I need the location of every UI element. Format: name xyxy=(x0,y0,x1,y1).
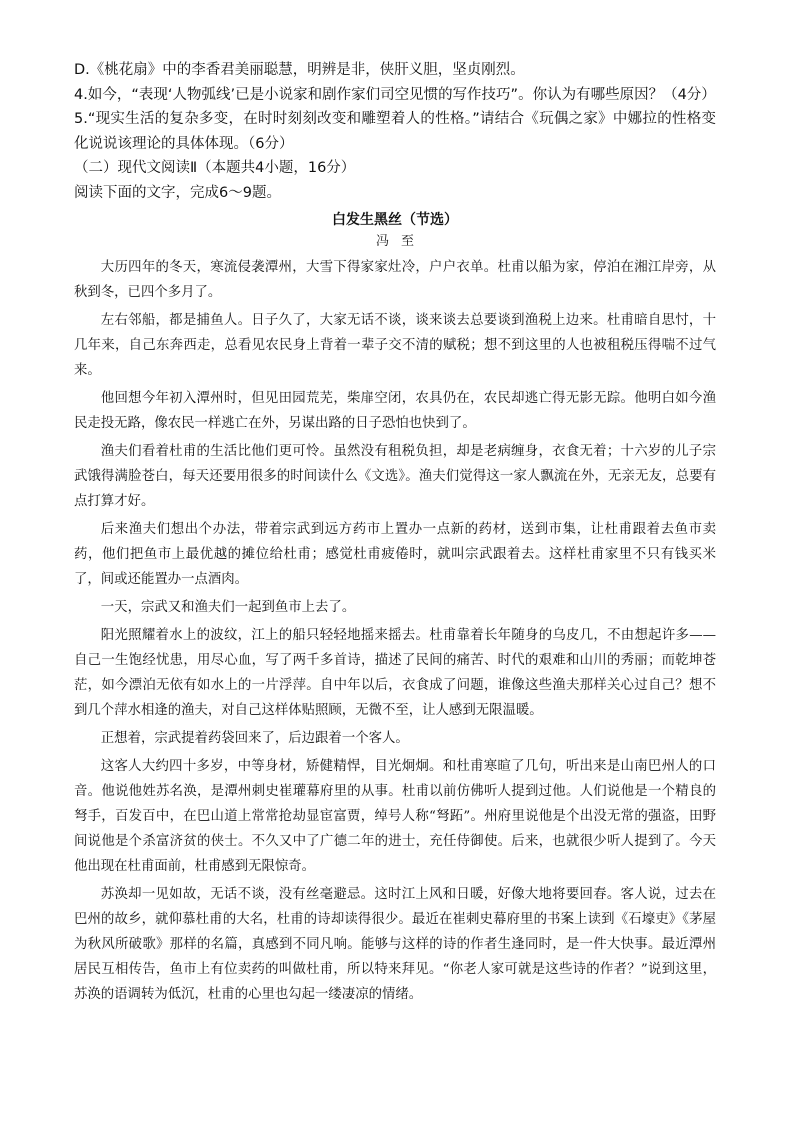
article-paragraph: 一天，宗武又和渔夫们一起到鱼市上去了。 xyxy=(100,600,356,615)
reading-instruction: 阅读下面的文字，完成6～9题。 xyxy=(74,184,281,201)
section-heading: （二）现代文阅读Ⅱ（本题共4小题，16分） xyxy=(74,160,356,176)
article-paragraph: 正想着，宗武提着药袋回来了，后边跟着一个客人。 xyxy=(100,731,409,746)
article-title: 白发生黑丝（节选） xyxy=(332,212,458,228)
article-paragraph: 他回想今年初入潭州时，但见田园荒芜，柴扉空闭，农具仍在，农民却逃亡得无影无踪。他明白如今渔民走投无路，像农民一样逃亡在外，另谋出路的日子恐怕也快到了。 xyxy=(74,391,716,431)
article-paragraph: 苏涣却一见如故，无话不谈，没有丝毫避忌。这时江上风和日暖，好像大地将要回春。客人说，过去在巴州的故乡，就仰慕杜甫的大名，杜甫的诗却读得很少。最近在崔刺史幕府里的书案上读到《石壕吏》《茅屋为秋风所破歌》那样的名篇，真感到不同凡响。能够与这样的诗的作者生逢同时，是一件大快事。最近潭州居民互相传告，鱼市上有位卖药的叫做杜甫，所以特来拜见。“你老人家可就是这些诗的作者？”说到这里，苏涣的语调转为低沉，杜甫的心里也勾起一缕凄凉的情绪。 xyxy=(74,887,716,1002)
article-paragraph: 左右邻船，都是捕鱼人。日子久了，大家无话不谈，谈来谈去总要谈到渔税上边来。杜甫暗自思忖，十几年来，自己东奔西走，总看见农民身上背着一辈子交不清的赋税；想不到这里的人也被租税压得喘不过气来。 xyxy=(74,313,716,378)
question-5: 5.“现实生活的复杂多变，在时时刻刻改变和雕塑着人的性格。”请结合《玩偶之家》中娜拉的性格变化说说该理论的具体体现。（6分） xyxy=(74,111,716,152)
article-paragraph: 渔夫们看着杜甫的生活比他们更可怜。虽然没有租税负担，却是老病缠身，衣食无着；十六岁的儿子宗武饿得满脸苍白，每天还要用很多的时间读什么《文选》。渔夫们觉得这一家人飘流在外，无亲无友，总要有点打算才好。 xyxy=(74,444,716,509)
article-paragraph: 后来渔夫们想出个办法，带着宗武到远方药市上置办一点新的药材，送到市集，让杜甫跟着去鱼市卖药，他们把鱼市上最优越的摊位给杜甫；感觉杜甫疲倦时，就叫宗武跟着去。这样杜甫家里不只有钱买米了，间或还能置办一点酒肉。 xyxy=(74,522,716,587)
option-d: D.《桃花扇》中的李香君美丽聪慧，明辨是非，侠肝义胆，坚贞刚烈。 xyxy=(74,62,525,78)
article-paragraph: 这客人大约四十多岁，中等身材，矫健精悍，目光炯炯。和杜甫寒暄了几句，听出来是山南巴州人的口音。他说他姓苏名涣，是潭州刺史崔瓘幕府里的从事。杜甫以前仿佛听人提到过他。人们说他是一个精良的弩手，百发百中，在巴山道上常常抢劫显宦富贾，绰号人称“弩跖”。州府里说他是个出没无常的强盗，田野间说他是个杀富济贫的侠士。不久又中了广德二年的进士，充任侍御使。后来，也就很少听人提到了。今天他出现在杜甫面前，杜甫感到无限惊奇。 xyxy=(74,759,716,874)
article-paragraph: 阳光照耀着水上的波纹，江上的船只轻轻地摇来摇去。杜甫靠着长年随身的乌皮几，不由想起许多——自己一生饱经忧患，用尽心血，写了两千多首诗，描述了民间的痛苦、时代的艰难和山川的秀丽；而乾坤苍茫，如今漂泊无依有如水上的一片浮萍。自中年以后，衣食成了问题，谁像这些渔夫那样关心过自己？想不到几个萍水相逢的渔夫，对自己这样体贴照顾，无微不至，让人感到无限温暖。 xyxy=(74,628,716,718)
article-paragraph: 大历四年的冬天，寒流侵袭潭州，大雪下得家家灶冷，户户衣单。杜甫以船为家，停泊在湘江岸旁，从秋到冬，已四个多月了。 xyxy=(74,260,716,300)
question-4: 4.如今，“表现‘人物弧线’已是小说家和剧作家们司空见惯的写作技巧”。你认为有哪些原因？（4分） xyxy=(74,86,716,103)
article-author: 冯至 xyxy=(375,234,426,249)
